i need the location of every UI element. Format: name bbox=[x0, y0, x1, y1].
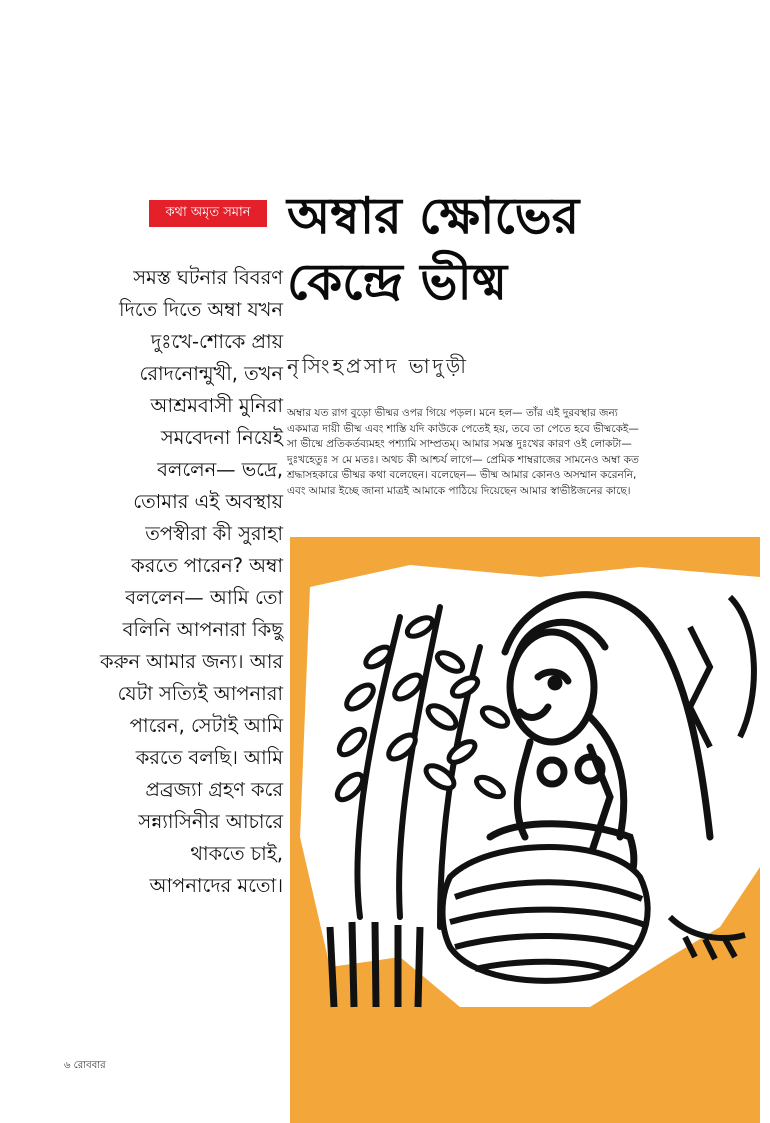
pull-quote-line: বললেন— ভদ্রে, bbox=[157, 458, 283, 481]
pull-quote-line: আপনাদের মতো। bbox=[149, 874, 283, 897]
headline bbox=[287, 183, 757, 315]
intro-line: অম্বার যত রাগ বুড়ো ভীষ্মর ওপর গিয়ে পড়ল। মনে হল— তাঁর এই দুরবস্থার জন্য bbox=[287, 407, 618, 419]
intro-line: দুঃখহেতুঃ স মে মতঃ। অথচ কী আশ্চর্য লাগে— প্রেমিক শাম্বরাজের সামনেও অম্বা কত bbox=[287, 453, 639, 466]
pull-quote-line: সন্ন্যাসিনীর আচারে bbox=[138, 810, 283, 833]
intro-line: সা ভীষ্মে প্রতিকর্তব্যমহং পশ্যামি সাম্প্রতম্‌। আমার সমস্ত দুঃখের কারণ ওই লোকটা— bbox=[287, 438, 632, 450]
pull-quote-line: বললেন— আমি তো bbox=[125, 586, 283, 609]
pull-quote-line: বলিনি আপনারা কিছু bbox=[122, 618, 283, 641]
striped-skirt bbox=[443, 847, 648, 981]
pull-quote-line: প্রব্রজ্যা গ্রহণ করে bbox=[145, 778, 283, 801]
intro-line: একমাত্র দায়ী ভীষ্ম এবং শাস্তি যদি কাউকে পেতেই হয়, তবে তা পেতে হবে ভীষ্মকেই— bbox=[287, 422, 639, 435]
pull-quote-line: করতে পারেন? অম্বা bbox=[131, 554, 283, 577]
pull-quote-line: আশ্রমবাসী মুনিরা bbox=[150, 394, 283, 417]
intro-line: শ্রদ্ধাসহকারে ভীষ্মর কথা বলেছেন। বলেছেন— ভীষ্ম আমার কোনও অসম্মান করেননি, bbox=[287, 469, 637, 481]
pull-quote-line: সমবেদনা নিয়েই bbox=[160, 426, 283, 449]
pull-quote-line: রোদনোন্মুখী, তখন bbox=[139, 362, 283, 385]
pull-quote-line: দিতে দিতে অম্বা যখন bbox=[119, 298, 283, 321]
section-tag: কথা অমৃত সমান bbox=[149, 200, 267, 227]
pull-quote-line: যেটা সত্যিই আপনারা bbox=[117, 682, 283, 705]
page-footer: ৬ রোববার bbox=[64, 1060, 106, 1071]
author-byline: নৃসিংহপ্রসাদ ভাদুড়ী bbox=[287, 354, 470, 378]
pull-quote bbox=[68, 262, 283, 902]
folk-art-illustration bbox=[290, 537, 760, 1123]
headline-line-2: কেন্দ্রে ভীষ্ম bbox=[287, 252, 508, 311]
headline-line-1: অম্বার ক্ষোভের bbox=[287, 186, 580, 245]
pull-quote-line: সমস্ত ঘটনার বিবরণ bbox=[133, 266, 283, 289]
pull-quote-line: করুন আমার জন্য। আর bbox=[100, 650, 283, 673]
pull-quote-line: করতে বলছি। আমি bbox=[135, 746, 283, 769]
pull-quote-line: দুঃখে-শোকে প্রায় bbox=[150, 330, 283, 353]
pull-quote-line: তোমার এই অবস্থায় bbox=[133, 490, 283, 513]
pull-quote-line: থাকতে চাই, bbox=[190, 842, 283, 865]
intro-line: এবং আমার ইচ্ছে জানা মাত্রই আমাকে পাঠিয়ে দিয়েছেন আমার স্বাভীষ্টজনের কাছে। bbox=[287, 484, 631, 497]
pull-quote-line: পারেন, সেটাই আমি bbox=[129, 714, 283, 737]
intro-paragraph bbox=[287, 406, 757, 499]
pull-quote-line: তপস্বীরা কী সুরাহা bbox=[145, 522, 283, 545]
